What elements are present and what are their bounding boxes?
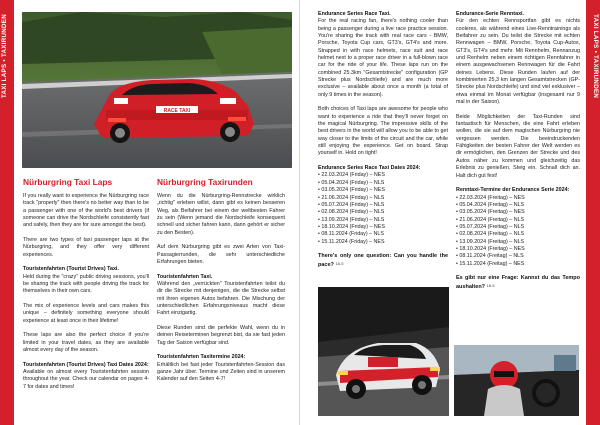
date-item: • 02.08.2024 (Friday) – NLS xyxy=(318,209,385,216)
endurance-body-1: For the real racing fan, there's nothing cooler than being a passenger during a live race practice session. You're sharing the track with real race cars - BMW, Porsche, Toyota Cup cars, GT3's, GT4's and more. Strapped in with race helmets, race suit and race helmet next to a proper race driver in a full-blown race car for the ride of your life. These laps run on the combined 25.3km "Gesamtstrecke" configuration (GP Strecke plus Nordschleife) and are much more exclusive – available about once a month (a total of only 9 times in the season). xyxy=(318,18,448,98)
date-item: • 05.04.2024 (Friday) – NLS xyxy=(318,179,385,186)
page-reference: 18-5 xyxy=(335,261,344,267)
pace-question xyxy=(318,253,448,270)
photo-porsche-race-car xyxy=(318,287,449,416)
pace-question-text: There's only one question: Can you handle the pace? xyxy=(318,252,448,269)
experience-mix-paragraph: The mix of experience levels and cars makes this unique – definitely something everyone should experience at least once in their lifetime! xyxy=(23,303,149,324)
date-item: • 03.05.2024 (Friday) – NES xyxy=(318,187,385,194)
date-item: • 18.10.2024 (Friday) – NES xyxy=(318,223,385,230)
endurance-body-2: Both choices of Taxi laps are awesome for people who want to experience a ride that they'll never forget on the magical Nürburgring. The impressive skills of the best drivers in the world will allow you to be able to get way closer to the limits of the circuit and the car, while still enjoying the experience. Get on board. Strap yourself in. Hold on tight! xyxy=(318,106,448,157)
date-item: • 18.10.2024 (Freitag) – NES xyxy=(456,245,525,252)
side-tab-label-right: TAXI LAPS • TAXIRUNDEN xyxy=(592,14,599,99)
date-item: • 02.08.2024 (Freitag) – NLS xyxy=(456,231,525,238)
endurance-dates-list-de xyxy=(456,195,580,268)
date-item: • 13.09.2024 (Friday) – NLS xyxy=(318,216,385,223)
endurance-body-1-de: Für den echten Rennsportfan gibt es nichts cooleres, als während eines Live-Renntrainings als Beifahrer zu sein. Du teilst die Strecke mit echten Rennwagen – BMW, Porsche, Toyota Cup-Autos, GT3's, GT4's und mehr. Mit Rennhelm, Rennanzug und Renhelm neben einem richtigen Rennfahrer in einem ausgewachsenen Rennwagen für die Fahrt deines Lebens. Diese Runden laufen auf der kombinierten 25,3 km langen Gesamtstrecken (GP-Strecke plus Nordschleife) und sind viel exklusiver – etwa einmal im Monat verfügbar (insgesamt nur 9 mal in der Saison). xyxy=(456,18,580,106)
date-item: • 15.11.2024 (Friday) – NES xyxy=(318,238,385,245)
right-page xyxy=(300,0,600,425)
tourist-drives-body: Held during the "crazy" public driving sessions, you'll be sharing the track with people driving the track for themselves in their own cars. xyxy=(23,273,149,295)
page-reference-de: 18-5 xyxy=(486,283,495,289)
tourist-dates-title-de: Touristenfahrten Taxitermine 2024: xyxy=(157,354,246,361)
porsche-race-car-image xyxy=(318,287,449,416)
date-item: • 05.04.2024 (Freitag) – NLS xyxy=(456,201,525,208)
options-paragraph-de: Auf dem Nürburgring gibt es zwei Arten von Taxi-Passagierrunden, die sehr unterschiedliche Erfahrungen bieten. xyxy=(157,244,285,266)
tourist-dates-body-de: Erhältlich bei fast jeder Touristenfahrten-Session das ganze Jahr über. Termine und Zeiten sind in unserem Kalender auf den Seiten 4-7! xyxy=(157,361,285,383)
date-item: • 08.11.2024 (Freitag) – NLS xyxy=(456,253,524,260)
date-item: • 22.03.2024 (Freitag) – NES xyxy=(456,194,525,201)
options-paragraph: There are two types of taxi passenger laps at the Nürburgring, and they offer very different experiences. xyxy=(23,237,149,258)
cockpit-driver-image xyxy=(454,345,579,416)
date-item: • 03.05.2024 (Freitag) – NES xyxy=(456,209,525,216)
tourist-drives-title: Touristenfahrten (Tourist Drives) Taxi. xyxy=(23,266,119,273)
endurance-dates-title: Endurance Series Race Taxi Dates 2024: xyxy=(318,165,421,172)
english-column-left xyxy=(23,177,149,398)
date-item: • 21.06.2024 (Freitag) – NLS xyxy=(456,216,525,223)
photo-cockpit-driver xyxy=(454,345,579,416)
intro-paragraph-de: Wenn du die Nürburgring-Rennstrecke wirklich „richtig" erleben willst, dann gibt es keinen besseren Weg, als Beifahrer bei einem der weltbesten Fahrer zu sein (Wenn jemand die Nordschleife konsequent schnell und sicher fahren kann, dann gehört er sicher zu den Besten). xyxy=(157,193,285,236)
pace-question-text-de: Es gibt nur eine Frage: Kannst du das Tempo aushalten? xyxy=(456,274,580,291)
english-column-right xyxy=(318,11,448,270)
german-column-right xyxy=(456,11,580,292)
endurance-dates-title-de: Renntaxi-Termine der Endurance Serie 2024: xyxy=(456,187,570,194)
svg-text:RACE TAXI: RACE TAXI xyxy=(163,108,191,114)
tourist-dates-body: Available on almost every Touristenfahrten session throughout the year. Check our calendar on pages 4-7 for dates and times! xyxy=(23,369,149,390)
tourist-drives-body-de: Während den „verrückten" Touristenfahrten teilst du dir die Strecke mit denjenigen, die die Strecke selbst mit ihren eigenen Autos befahren. Die Mischung der unterschiedlichen Erfahrungsniveaus macht diese Fahrt einzigartig. xyxy=(157,281,285,317)
date-item: • 05.07.2024 (Friday) – NLS xyxy=(318,201,385,208)
availability-paragraph: These laps are also the perfect choice if you're limited in your travel dates, as they are available almost every day of the season. xyxy=(23,332,149,354)
date-item: • 21.06.2024 (Friday) – NLS xyxy=(318,194,385,201)
heading-taxi-laps: Nürburgring Taxi Laps xyxy=(23,177,113,187)
side-tab-label: TAXI LAPS • TAXIRUNDEN xyxy=(1,14,8,99)
race-taxi-car-image xyxy=(22,12,292,168)
german-column-left xyxy=(157,177,285,391)
endurance-title-de: Endurance-Serie Renntaxi. xyxy=(456,11,525,17)
tourist-drives-title-de: Touristenfahrten Taxi. xyxy=(157,273,213,280)
side-tab-left xyxy=(0,0,14,425)
pace-question-de xyxy=(456,275,580,292)
tourist-dates-title: Touristenfahrten (Tourist Drives) Taxi Dates 2024: xyxy=(23,361,149,368)
heading-taxirunden: Nürburgring Taxirunden xyxy=(157,177,253,187)
date-item: • 13.09.2024 (Freitag) – NLS xyxy=(456,238,525,245)
endurance-title: Endurance Series Race Taxi. xyxy=(318,11,391,17)
availability-paragraph-de: Diese Runden sind die perfekte Wahl, wenn du in deinen Reiseterminen begrenzt bist, da sie fast jeden Tag der Saison verfügbar sind. xyxy=(157,325,285,346)
date-item: • 15.11.2024 (Freitag) – NES xyxy=(456,260,525,267)
intro-paragraph: If you really want to experience the Nürburgring race track "properly" then there's no better way than to be a passenger with one of the world's best drivers (if someone can drive the Nordschleife consistently fast and safely, then they are for sure amongst the best). xyxy=(23,193,149,229)
hero-photo-race-taxi xyxy=(22,12,292,168)
side-tab-right xyxy=(586,0,600,425)
date-item: • 22.03.2024 (Friday) – NES xyxy=(318,172,385,179)
endurance-body-2-de: Beide Möglichkeiten der Taxi-Runden sind fantastisch für Menschen, die eine Fahrt erleben wollen, die sie auf dem magischen Nürburgring nie vergessen werden. Die beeindruckenden Fähigkeiten der besten Fahrer der Welt werden es dir ermöglichen, den Grenzen der Strecke und des Autos näher zu kommen und gleichzeitig das Erlebnis zu genießen. Steig ein. Schnall dich an. Halt dich gut fest! xyxy=(456,113,580,179)
date-item: • 08.11.2024 (Friday) – NLS xyxy=(318,231,384,238)
endurance-dates-list xyxy=(318,172,448,245)
date-item: • 05.07.2024 (Freitag) – NLS xyxy=(456,223,525,230)
